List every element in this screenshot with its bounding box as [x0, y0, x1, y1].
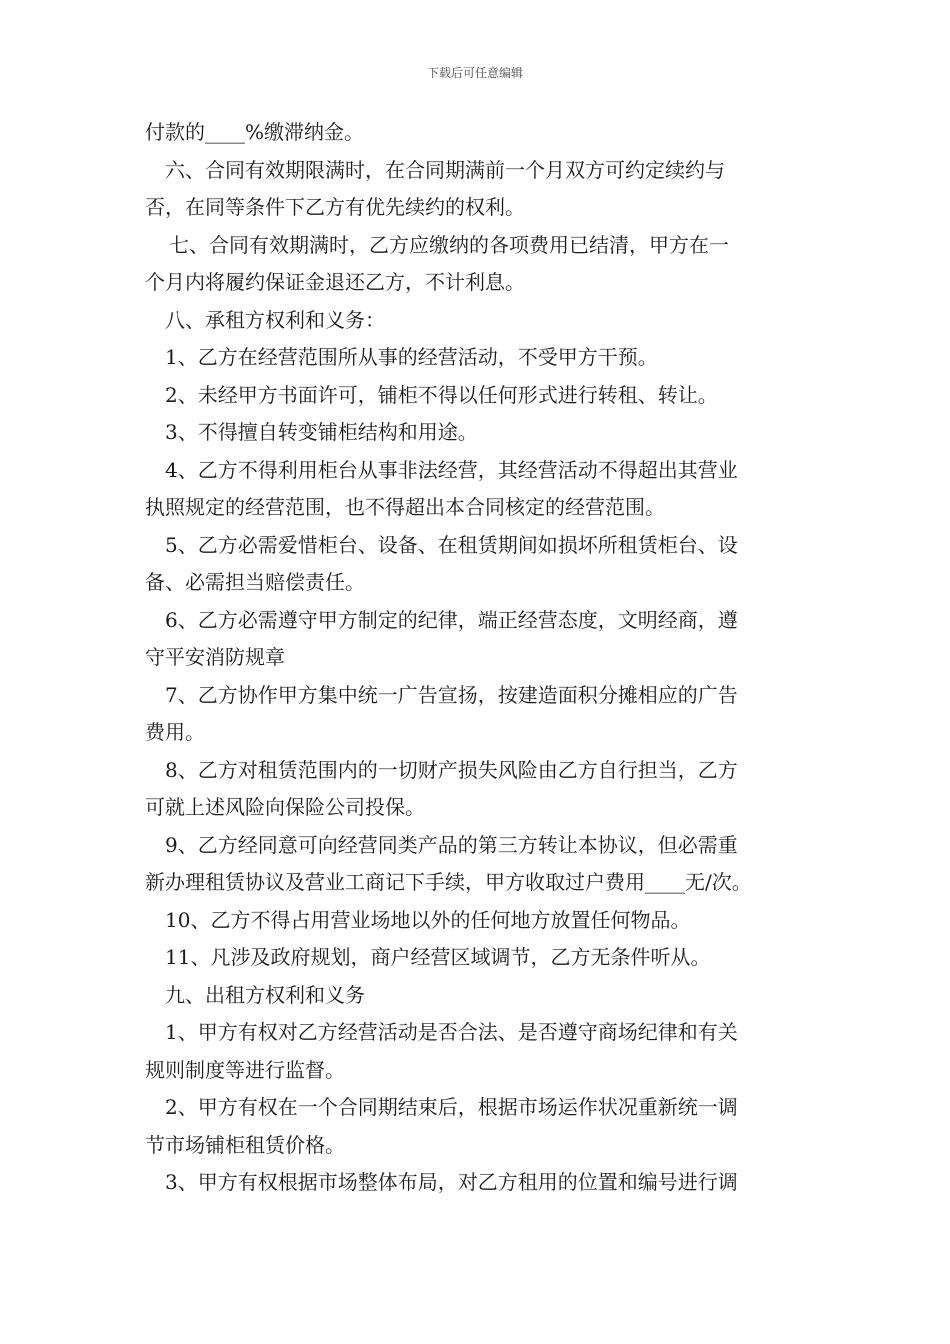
text-line: 9、乙方经同意可向经营同类产品的第三方转让本协议，但必需重 [165, 832, 738, 857]
text-line: 八、承租方权利和义务： [165, 307, 385, 332]
text-line: 3、不得擅自转变铺柜结构和用途。 [165, 420, 478, 444]
text-line: 个月内将履约保证金退还乙方，不计利息。 [145, 270, 525, 294]
text-line: 7、乙方协作甲方集中统一广告宣扬，按建造面积分摊相应的广告 [165, 682, 738, 707]
text-line: 执照规定的经营范围，也不得超出本合同核定的经营范围。 [145, 495, 665, 519]
text-line: 8、乙方对租赁范围内的一切财产损失风险由乙方自行担当，乙方 [165, 757, 738, 782]
text-line: 可就上述风险向保险公司投保。 [145, 795, 425, 819]
text-line: 11、凡涉及政府规划，商户经营区域调节，乙方无条件听从。 [165, 945, 711, 969]
text-line: 守平安消防规章 [145, 645, 285, 669]
text-line: 规则制度等进行监督。 [145, 1057, 345, 1082]
text-line: 1、乙方在经营范围所从事的经营活动，不受甲方干预。 [165, 345, 658, 369]
text-line: 3、甲方有权根据市场整体布局，对乙方租用的位置和编号进行调 [165, 1170, 738, 1194]
text-line: 2、未经甲方书面许可，铺柜不得以任何形式进行转租、转让。 [165, 382, 718, 407]
text-line: 6、乙方必需遵守甲方制定的纪律，端正经营态度，文明经商，遵 [165, 607, 738, 632]
text-line: 六、合同有效期限满时，在合同期满前一个月双方可约定续约与 [165, 157, 725, 182]
text-line: 否，在同等条件下乙方有优先续约的权利。 [145, 195, 525, 219]
document-body [145, 114, 815, 1202]
text-line: 5、乙方必需爱惜柜台、设备、在租赁期间如损坏所租赁柜台、设 [165, 532, 738, 557]
text-line: 节市场铺柜租赁价格。 [145, 1132, 345, 1157]
page-header: 下载后可任意编辑 [426, 66, 523, 80]
text-line: 七、合同有效期满时，乙方应缴纳的各项费用已结清，甲方在一 [169, 232, 729, 257]
text-line: 费用。 [145, 720, 205, 744]
text-line: 2、甲方有权在一个合同期结束后，根据市场运作状况重新统一调 [165, 1095, 738, 1119]
text-line: 新办理租赁协议及营业工商记下手续，甲方收取过户费用____无/次。 [145, 870, 752, 894]
text-line: 1、甲方有权对乙方经营活动是否合法、是否遵守商场纪律和有关 [165, 1020, 738, 1044]
text-line: 付款的____%缴滞纳金。 [145, 120, 365, 144]
text-line: 10、乙方不得占用营业场地以外的任何地方放置任何物品。 [165, 907, 691, 932]
text-line: 备、必需担当赔偿责任。 [145, 570, 365, 594]
text-line: 九、出租方权利和义务 [165, 982, 365, 1007]
text-line: 4、乙方不得利用柜台从事非法经营，其经营活动不得超出其营业 [165, 457, 738, 482]
